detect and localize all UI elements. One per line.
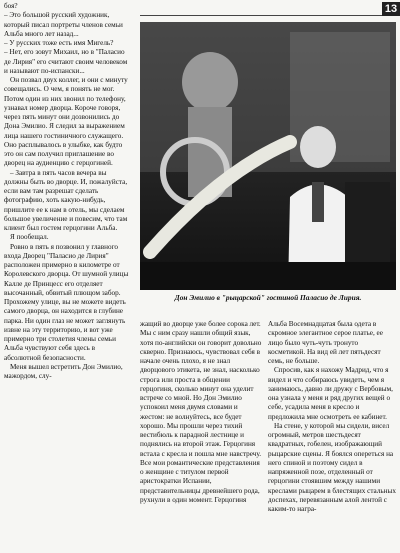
paragraph: Спросив, как я нахожу Мадрид, что я видел и что собираюсь увидеть, чем я занимаюсь, давно ли дружу с Вербовым, она узнала у меня и ряд других вещей о себе, усадила меня в кресло и предложила мне осмотреть ее кабинет. — [268, 366, 393, 421]
paragraph: – Нет, его зовут Михаил, но в "Паласио де Лирия" его считают своим человеком и называют по-испански... — [4, 48, 128, 75]
article-column-right — [268, 320, 396, 550]
paragraph: Он позвал двух коллег, и они с минуту совещались. О чем, я понять не мог. Потом один из них звонил по телефону, узнавал номер дворца. Короче говоря, через пять минут они дозвонились до Дона Эмилио. Я следил за выражением лица нашего гостиничного служащего. Оно расплывалось в улыбке, как будто это он сам получил приглашение во дворец на аудиенцию с герцогиней. — [4, 76, 128, 168]
paragraph: Альба Восемнадцатая была одета в скромное элегантное серое платье, ее лицо было чуть-чуть тронуто косметикой. На вид ей лет пятьдесят семь, не больше. — [268, 320, 383, 365]
page-number: 13 — [382, 2, 400, 16]
paragraph: – У русских тоже есть имя Мигель? — [4, 39, 114, 47]
paragraph: Ровно в пять я позвонил у главного входа Дворец "Паласио де Лирия" расположен примерно в километре от Королевского дворца. От шумной улицы Калле де Принцесс его отделяет высочанный, обвитый плющом забор. Прохожему улице, вы не можете видеть самого дворца, он находится в глубине парка. Ни один глаз не может заглянуть извне на эту территорию, и вот уже примерно три столетия члены семьи Альба чувствуют себя здесь в абсолютной безопасности. — [4, 242, 129, 362]
paragraph: На стене, у которой мы сидели, висел огромный, метров шестьдесят квадратных, гобелен, изображающий рыцарские сцены. Я боялся опереться на него спиной и поэтому сидел в напряженной позе, отделенный от герцогини стоявшим между нашими креслами рыцарем в блестящих стальных доспехах, перевязанным алой лентой с каким-то награ- — [268, 421, 396, 513]
article-column-left — [4, 2, 132, 550]
paragraph: Меня вышел встретить Дон Эмилио, мажордом, слу- — [4, 362, 123, 380]
paragraph: жащий во дворце уже более сорока лет. Мы с ним сразу нашли общий язык, хотя по-английски он говорит довольно скверно. Признаюсь, чувствовал себя в начале очень плохо, я не знал дворцового этикета, не знал, насколько строга или проста в общении герцогиня, сколько минут она уделит встрече со мной. Но Дон Эмилио успокоил меня двумя словами и жестом: не волнуйтесь, все будет хорошо. Мы прошли через тихий вестибюль к парадной лестнице и поднялись на второй этаж. Герцогиня встала с кресла и пошла мне навстречу. Все мои романтические представления о женщине с титулом первой аристократки Испании, представительницы древнейшего рода, рухнули в один момент. Герцогиня — [140, 320, 262, 504]
paragraph: – Это большой русский художник, который писал портреты членов семьи Альба много лет назад... — [4, 11, 123, 38]
paragraph: боя? — [4, 2, 18, 10]
photo-don-emilio — [140, 22, 396, 290]
article-column-middle — [140, 320, 262, 550]
header-rule — [140, 15, 382, 16]
paragraph: Я пообещал. — [10, 233, 49, 242]
photo-portrait-icon — [140, 22, 396, 290]
photo-caption: Дон Эмилио в "рыцарской" гостиной Паласио де Лирия. — [174, 293, 362, 302]
paragraph: – Завтра в пять часов вечера вы должны быть во дворце. И, пожалуйста, если вам там разрешат сделать фотографию, хоть какую-нибудь, пришлите ее к нам в отель, мы сделаем большое увеличение и повесим, что там клиент был гостем герцогини Альба. — [4, 168, 128, 232]
